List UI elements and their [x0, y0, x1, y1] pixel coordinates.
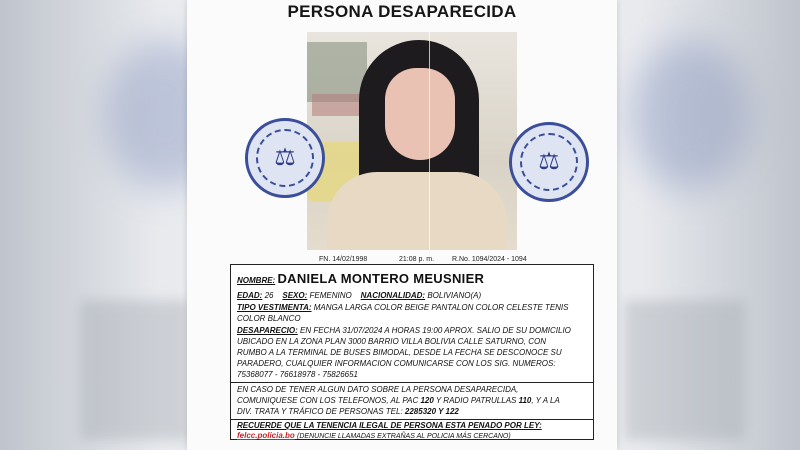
- photo-record: R.No. 1094/2024 - 1094: [452, 256, 527, 263]
- photo-time: 21:08 p. m.: [399, 256, 435, 263]
- police-website-link[interactable]: felcc.policia.bo: [237, 431, 295, 440]
- police-seal-left-icon: ⚖: [245, 118, 325, 198]
- divider-2: [231, 419, 593, 420]
- photo-fn-date: FN. 14/02/1998: [319, 256, 368, 263]
- clothes-row-2: COLOR BLANCO: [237, 314, 301, 323]
- disappeared-row-3: RUMBO A LA TERMINAL DE BUSES BIMODAL, DESDE LA FECHA SE DESCONOCE SU: [237, 348, 562, 357]
- age-sex-row: EDAD: 26 SEXO: FEMENINO NACIONALIDAD: BOLIVIANO(A): [237, 291, 482, 300]
- disappeared-row-4: PARADERO, CUALQUIER INFORMACION COMUNICARSE CON LOS SIG. NUMEROS:: [237, 359, 556, 368]
- contact-row-1: EN CASO DE TENER ALGUN DATO SOBRE LA PERSONA DESAPARECIDA,: [237, 385, 519, 394]
- disappeared-row-2: UBICADO EN LA ZONA PLAN 3000 BARRIO VILLA BOLIVIA CALLE SATURNO, CON: [237, 337, 546, 346]
- disappeared-row: DESAPARECIO: EN FECHA 31/07/2024 A HORAS 19:00 APROX. SALIO DE SU DOMICILIO: [237, 326, 571, 335]
- person-photo: [307, 32, 517, 250]
- warning-row: RECUERDE QUE LA TENENCIA ILEGAL DE PERSONA ESTA PENADO POR LEY:: [237, 421, 542, 430]
- missing-person-poster: [187, 0, 617, 450]
- contact-row-3: DIV. TRATA Y TRÁFICO DE PERSONAS TEL: 2285320 Y 122: [237, 407, 459, 416]
- blurred-panel-right: [625, 300, 745, 440]
- poster-title: PERSONA DESAPARECIDA: [287, 2, 517, 21]
- footer-row: felcc.policia.bo (DENUNCIE LLAMADAS EXTRAÑAS AL POLICIA MÁS CERCANO): [237, 431, 511, 440]
- blurred-seal-right: [630, 40, 750, 190]
- name-row: NOMBRE: DANIELA MONTERO MEUSNIER: [237, 271, 485, 286]
- divider: [231, 382, 593, 383]
- info-box: [230, 264, 594, 440]
- contact-row-2: COMUNIQUESE CON LOS TELEFONOS, AL PAC 120 Y RADIO PATRULLAS 110, Y A LA: [237, 396, 560, 405]
- phone-numbers: 75368077 - 76618978 - 75826651: [237, 370, 358, 379]
- clothes-row: TIPO VESTIMENTA: MANGA LARGA COLOR BEIGE PANTALON COLOR CELESTE TENIS: [237, 303, 569, 312]
- person-name: DANIELA MONTERO MEUSNIER: [277, 271, 485, 286]
- police-seal-right-icon: ⚖: [509, 122, 589, 202]
- blurred-panel-left: [80, 300, 190, 440]
